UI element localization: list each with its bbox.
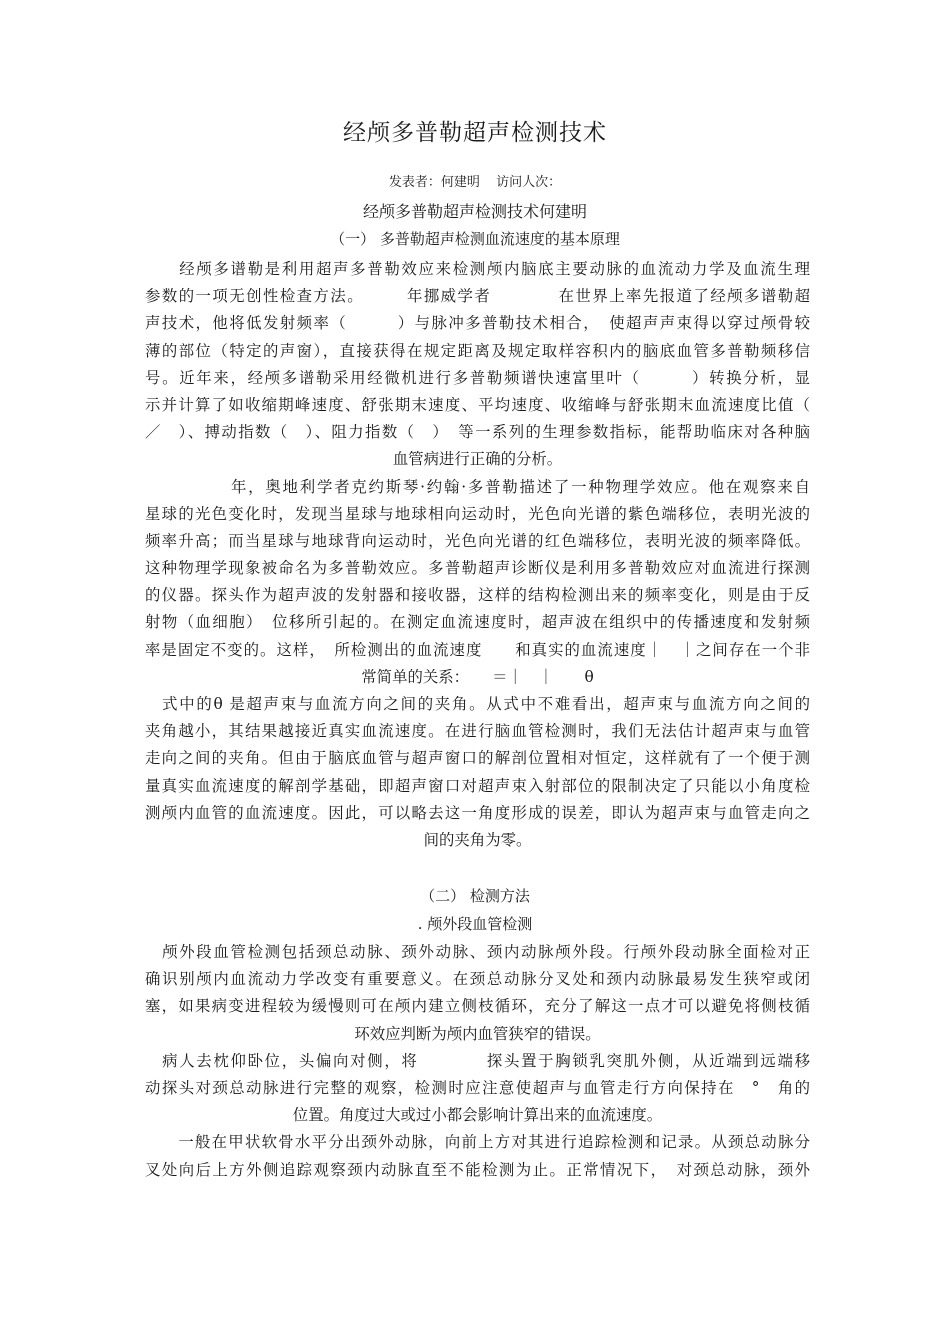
article-body-2	[145, 939, 810, 1184]
section-heading-3: . 颅外段血管检测	[417, 915, 533, 933]
body-line: 这种物理学现象被命名为多普勒效应。多普勒超声诊断仪是利用多普勒效应对血流进行探测	[145, 559, 810, 578]
body-line: 经颅多谱勒是利用超声多普勒效应来检测颅内脑底主要动脉的血流动力学及血流生理	[145, 260, 810, 278]
body-line: 颅外段血管检测包括颈总动脉、颈外动脉、颈内动脉颅外段。行颅外段动脉全面检对正	[145, 943, 810, 961]
body-line: 走向之间的夹角。但由于脑底血管与超声窗口的解剖位置相对恒定，这样就有了一个便于测	[145, 749, 810, 768]
article-meta	[0, 171, 950, 190]
body-line: ／ ）、搏动指数（ ）、阻力指数（ ） 等一系列的生理参数指标，能帮助临床对各种脑	[145, 423, 810, 442]
body-line: 叉处向后上方外侧追踪观察颈内动脉直至不能检测为止。正常情况下， 对颈总动脉，颈外	[145, 1160, 810, 1179]
body-line: 间的夹角为零。	[423, 830, 532, 849]
body-line: 射物（血细胞） 位移所引起的。在测定血流速度时，超声波在组织中的传播速度和发射频	[145, 613, 810, 632]
author-label: 发表者：何建明	[388, 175, 480, 190]
body-line: 率是固定不变的。这样， 所检测出的血流速度 和真实的血流速度｜ ｜之间存在一个非	[145, 640, 810, 659]
body-line: 的仪器。探头作为超声波的发射器和接收器，这样的结构检测出来的频率变化，则是由于反	[145, 586, 810, 605]
body-line: 薄的部位（特定的声窗），直接获得在规定距离及规定取样容积内的脑底血管多普勒频移信	[145, 341, 810, 360]
body-line: 塞，如果病变进程较为缓慢则可在颅内建立侧枝循环，充分了解这一点才可以避免将侧枝循	[145, 997, 810, 1016]
article-subtitle: 经颅多普勒超声检测技术何建明	[362, 202, 587, 221]
body-line: 测颅内血管的血流速度。因此，可以略去这一角度形成的误差，即认为超声束与血管走向之	[145, 803, 810, 822]
body-line: 声技术，他将低发射频率（ ）与脉冲多普勒技术相合， 使超声声束得以穿过颅骨较	[145, 314, 810, 333]
body-line: 病人去枕仰卧位，头偏向对侧，将 探头置于胸锁乳突肌外侧，从近端到远端移	[145, 1051, 810, 1070]
page-title: 经颅多普勒超声检测技术	[343, 120, 607, 146]
body-line: 血管病进行正确的分析。	[392, 450, 563, 469]
body-line: 环效应判断为颅内血管狭窄的错误。	[354, 1024, 601, 1043]
visits-label: 访问人次：	[496, 175, 562, 190]
body-line: 参数的一项无创性检查方法。 年挪威学者 在世界上率先报道了经颅多谱勒超	[145, 287, 810, 306]
body-line: 示并计算了如收缩期峰速度、舒张期末速度、平均速度、收缩峰与舒张期末血流速度比值（	[145, 395, 810, 414]
body-line: 号。近年来，经颅多谱勒采用经微机进行多普勒频谱快速富里叶（ ）转换分析，显	[145, 368, 810, 387]
body-line: 式中的θ 是超声束与血流方向之间的夹角。从式中不难看出，超声束与血流方向之间的	[145, 695, 810, 713]
body-line: 夹角越小，其结果越接近真实血流速度。在进行脑血管检测时，我们无法估计超声束与血管	[145, 722, 810, 741]
body-line: 频率升高；而当星球与地球背向运动时，光色向光谱的红色端移位，表明光波的频率降低。	[145, 531, 810, 550]
section-heading-2: （二） 检测方法	[420, 887, 530, 905]
body-line: 量真实血流速度的解剖学基础，即超声窗口对超声束入射部位的限制决定了只能以小角度检	[145, 776, 810, 795]
body-line: 星球的光色变化时，发现当星球与地球相向运动时，光色向光谱的紫色端移位，表明光波的	[145, 504, 810, 523]
body-line: 确识别颅内血流动力学改变有重要意义。在颈总动脉分叉处和颈内动脉最易发生狭窄或闭	[145, 970, 810, 989]
body-line: 位置。角度过大或过小都会影响计算出来的血流速度。	[292, 1106, 663, 1125]
body-line: 一般在甲状软骨水平分出颈外动脉，向前上方对其进行追踪检测和记录。从颈总动脉分	[145, 1133, 810, 1152]
section-heading-1: （一） 多普勒超声检测血流速度的基本原理	[330, 230, 620, 248]
formula-line: 常简单的关系： ＝｜ ｜ θ	[361, 667, 594, 686]
body-line: 动探头对颈总动脉进行完整的观察，检测时应注意使超声与血管走行方向保持在 ° 角的	[145, 1078, 810, 1097]
article-body	[145, 256, 810, 854]
body-line: 年，奥地利学者克约斯琴·约翰·多普勒描述了一种物理学效应。他在观察来自	[145, 477, 810, 496]
